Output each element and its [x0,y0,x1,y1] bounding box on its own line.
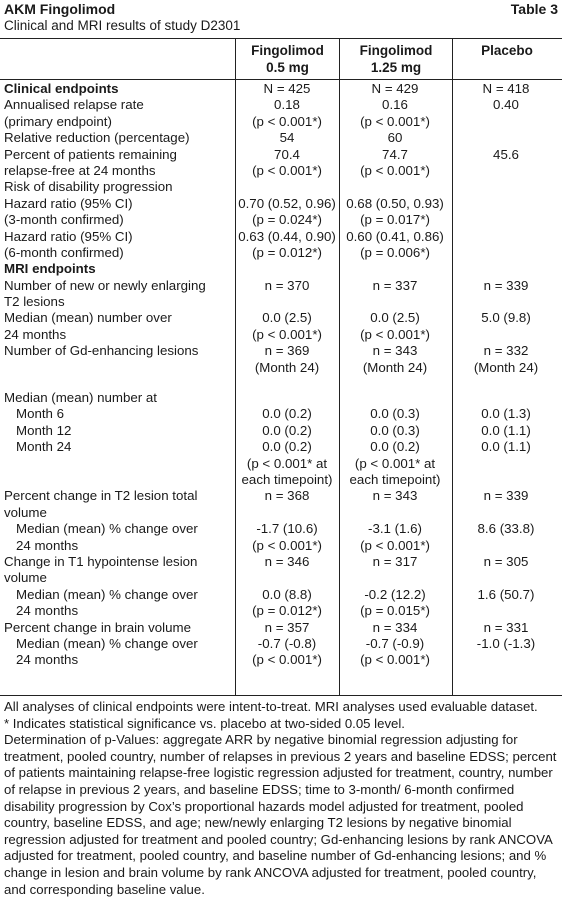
table-row [0,620,562,636]
table-cell: (p < 0.001*) [252,162,322,178]
table-cell: each timepoint) [349,471,441,487]
row-label: Median (mean) % change over [16,521,198,537]
table-cell: (p = 0.024*) [252,212,322,228]
table-cell: (p < 0.001*) [360,537,430,553]
table-cell: each timepoint) [241,471,333,487]
results-table [0,38,562,696]
table-cell: n = 368 [264,488,310,504]
section-header-row [0,81,562,97]
row-label: Clinical endpoints [4,81,119,96]
table-row [0,163,562,179]
table-cell: (p < 0.001*) [360,162,430,178]
footnote-analysis: All analyses of clinical endpoints were intent-to-treat. MRI analyses used evaluable dataset. [4,699,538,714]
row-label: Hazard ratio (95% CI) [4,195,133,211]
row-label: (6-month confirmed) [4,244,124,260]
table-cell: (p = 0.012*) [252,244,322,260]
row-label: Change in T1 hypointense lesion [4,553,198,569]
table-cell: 0.63 (0.44, 0.90) [238,228,336,244]
row-label: Median (mean) number at [4,390,157,406]
table-row [0,472,562,488]
row-label: (primary endpoint) [4,113,112,129]
table-cell: n = 370 [264,277,310,293]
footnote-significance: * Indicates statistical significance vs. placebo at two-sided 0.05 level. [4,715,405,731]
row-label: Hazard ratio (95% CI) [4,228,133,244]
table-row [0,587,562,603]
table-cell: (p < 0.001*) [360,652,430,668]
table-footnotes [4,699,560,898]
table-row [0,390,562,406]
row-label: Median (mean) number over [4,310,172,326]
table-cell: (p = 0.017*) [360,212,430,228]
table-cell: n = 317 [372,553,418,569]
row-label: Percent of patients remaining [4,146,177,162]
table-cell: n = 337 [372,277,418,293]
table-cell: n = 339 [483,277,529,293]
table-cell: -1.7 (10.6) [256,521,318,537]
header-divider [0,79,562,80]
table-cell: N = 425 [263,81,311,96]
table-cell: (p < 0.001*) [252,652,322,668]
table-row [0,114,562,130]
row-label: 24 months [4,326,67,342]
row-label: volume [4,504,47,520]
row-label: (3-month confirmed) [4,212,124,228]
row-label: Relative reduction (percentage) [4,130,190,146]
table-cell: 0.68 (0.50, 0.93) [346,195,444,211]
row-label: 24 months [16,603,79,619]
table-subtitle: Clinical and MRI results of study D2301 [4,18,241,33]
document-title: AKM Fingolimod [4,1,116,17]
table-cell: 0.0 (2.5) [262,310,312,326]
table-cell: 0.0 (1.3) [481,406,531,422]
table-row [0,310,562,326]
row-label: Median (mean) % change over [16,635,198,651]
row-label: volume [4,570,47,586]
table-cell: N = 418 [482,81,530,96]
table-cell: n = 369 [264,343,310,359]
table-row [0,439,562,455]
table-row [0,603,562,619]
table-cell: 54 [279,130,295,146]
table-row [0,278,562,294]
table-cell: 45.6 [493,146,519,162]
table-cell: 0.18 [274,97,300,113]
table-row [0,327,562,343]
section-header-row [0,261,562,277]
table-cell: n = 334 [372,619,418,635]
table-row [0,406,562,422]
table-row [0,423,562,439]
row-label: Median (mean) % change over [16,586,198,602]
table-cell: 8.6 (33.8) [477,521,535,537]
table-number: Table 3 [510,1,558,17]
table-cell: 0.0 (8.8) [262,586,312,602]
table-cell: (p < 0.001*) [360,113,430,129]
table-cell: (p = 0.006*) [360,244,430,260]
table-cell: 0.70 (0.52, 0.96) [238,195,336,211]
table-cell: (p = 0.012*) [252,603,322,619]
table-row [0,538,562,554]
table-row [0,179,562,195]
table-cell: (p < 0.001* at [354,455,436,471]
table-row [0,636,562,652]
table-cell: 60 [387,130,403,146]
row-label: Percent change in brain volume [4,619,192,635]
table-row [0,294,562,310]
table-cell: (p < 0.001*) [360,326,430,342]
column-header-line: 0.5 mg [266,60,309,75]
table-cell: n = 357 [264,619,310,635]
table-row [0,212,562,228]
column-header-fingolimod-05 [236,42,339,76]
table-cell: 0.0 (0.2) [262,439,312,455]
table-row [0,554,562,570]
table-cell: 0.60 (0.41, 0.86) [346,228,444,244]
table-cell: 0.40 [493,97,519,113]
table-row [0,130,562,146]
table-cell: (Month 24) [362,359,428,375]
table-cell: (p < 0.001*) [252,326,322,342]
row-label: Number of new or newly enlarging [4,277,206,293]
table-cell: 5.0 (9.8) [481,310,531,326]
row-label: 24 months [16,652,79,668]
table-row [0,652,562,668]
table-cell: (p < 0.001*) [252,113,322,129]
table-cell: 0.16 [382,97,408,113]
row-label: relapse-free at 24 months [4,162,156,178]
table-row [0,147,562,163]
column-header-line: Fingolimod [359,43,433,58]
table-cell: n = 339 [483,488,529,504]
footnote-methods: Determination of p-Values: aggregate ARR by negative binomial regression adjusting for treatment, pooled country, number of relapses in previous 2 years and baseline EDSS; percent of patients maintaining relapse-free logistic regression adjusted for treatment, country, number of relapse in previous 2 years, and baseline EDSS; time to 3-month/ 6-month confirmed disability progression by Cox’s proportional hazards model adjusted for treatment, pooled country, baseline EDSS, and age; new/newly enlarging T2 lesions by negative binomial regression adjusted for treatment and pooled country; Gd-enhancing lesions by rank ANCOVA adjusted for treatment, pooled country, and baseline number of Gd-enhancing lesions; and % change in lesion and brain volume by rank ANCOVA adjusted for treatment, pooled country, and corresponding baseline value. [4,732,557,897]
table-cell: n = 346 [264,553,310,569]
table-cell: n = 305 [483,553,529,569]
table-cell: 0.0 (2.5) [370,310,420,326]
table-cell: 0.0 (1.1) [481,422,531,438]
table-cell: n = 343 [372,488,418,504]
table-row [0,360,562,376]
table-cell: 0.0 (1.1) [481,439,531,455]
table-row [0,570,562,586]
row-spacer [0,376,562,390]
table-row [0,505,562,521]
table-cell: (p = 0.015*) [360,603,430,619]
table-cell: 74.7 [382,146,408,162]
table-cell: -1.0 (-1.3) [476,635,536,651]
column-header-placebo [453,42,561,59]
table-cell: -0.7 (-0.9) [365,635,425,651]
table-cell: -0.2 (12.2) [364,586,426,602]
table-row [0,97,562,113]
header-row [4,1,558,18]
row-label: Percent change in T2 lesion total [4,488,198,504]
table-row [0,456,562,472]
table-cell: 1.6 (50.7) [477,586,535,602]
table-cell: (p < 0.001*) [252,537,322,553]
column-header-line: Placebo [481,43,533,58]
table-cell: 0.0 (0.3) [370,406,420,422]
table-cell: (Month 24) [254,359,320,375]
row-label: Annualised relapse rate [4,97,144,113]
row-label: Month 24 [16,439,72,455]
table-row [0,245,562,261]
table-cell: n = 343 [372,343,418,359]
table-cell: -0.7 (-0.8) [257,635,317,651]
row-label: Month 12 [16,422,72,438]
table-cell: N = 429 [371,81,419,96]
table-cell: -3.1 (1.6) [368,521,422,537]
row-label: T2 lesions [4,294,65,310]
table-cell: (p < 0.001* at [246,455,328,471]
column-header-fingolimod-125 [340,42,452,76]
table-cell: 0.0 (0.2) [370,439,420,455]
table-cell: 0.0 (0.2) [262,406,312,422]
table-cell: n = 331 [483,619,529,635]
table-cell: (Month 24) [473,359,539,375]
table-cell: 70.4 [274,146,300,162]
table-row [0,196,562,212]
table-body [0,81,562,669]
table-row [0,521,562,537]
row-label: Number of Gd-enhancing lesions [4,343,199,359]
row-label: Risk of disability progression [4,179,173,195]
table-row [0,488,562,504]
row-label: 24 months [16,537,79,553]
table-row [0,229,562,245]
table-cell: 0.0 (0.2) [262,422,312,438]
table-cell: 0.0 (0.3) [370,422,420,438]
table-cell: n = 332 [483,343,529,359]
row-label: MRI endpoints [4,261,96,277]
table-row [0,343,562,359]
column-header-line: Fingolimod [251,43,324,58]
column-header-line: 1.25 mg [370,60,422,75]
row-label: Month 6 [16,406,65,422]
